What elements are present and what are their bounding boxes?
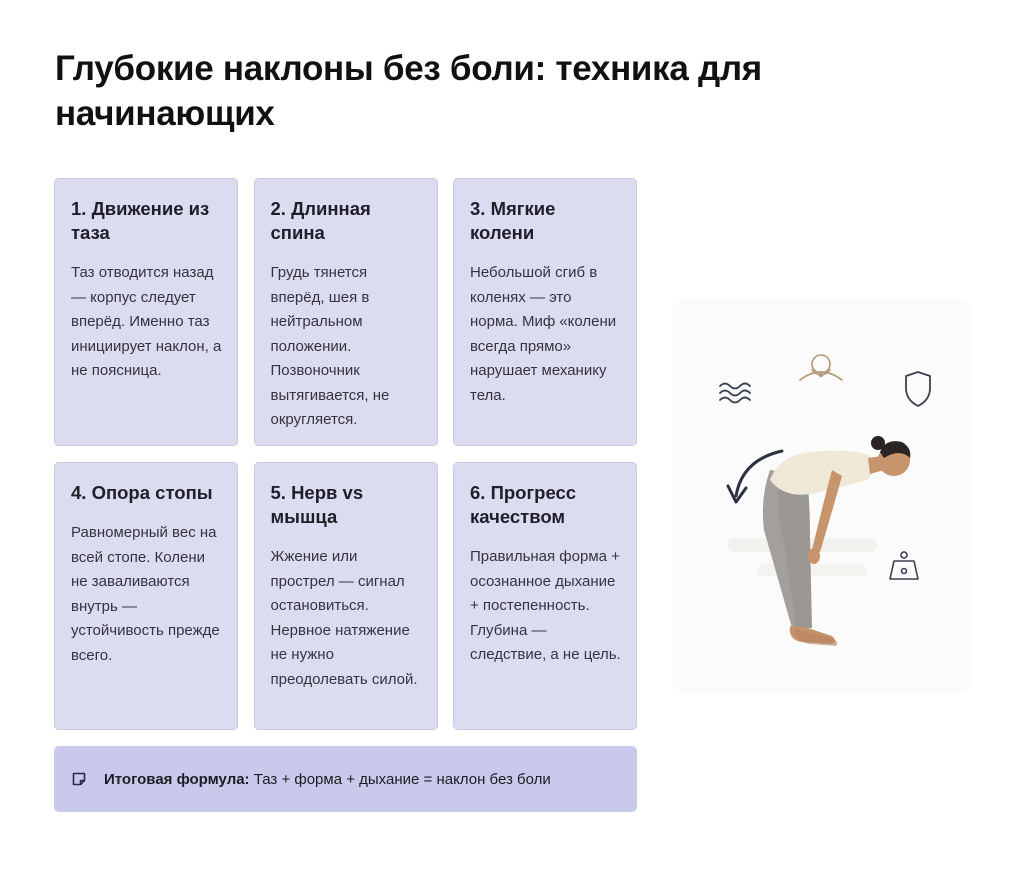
tip-card-title: 1. Движение из таза	[71, 198, 210, 243]
tip-card-title: 3. Мягкие колени	[470, 198, 556, 243]
tip-card-1	[54, 178, 238, 446]
summary-formula	[54, 746, 637, 812]
tip-card-6	[453, 462, 637, 730]
formula-label: Итоговая формула:	[104, 770, 250, 788]
tip-card-4	[54, 462, 238, 730]
tip-card-text: Жжение или прострел — сигнал остановиться. Нервное натяжение не нужно преодолевать силой.	[270, 548, 418, 688]
tip-card-text: Небольшой сгиб в коленях — это норма. Миф «колени всегда прямо» нарушает механику тела.	[470, 264, 617, 404]
tips-grid	[54, 178, 637, 730]
page-title: Глубокие наклоны без боли: техника для начинающих	[55, 49, 762, 133]
tip-card-title: 2. Длинная спина	[270, 198, 371, 243]
note-icon	[72, 772, 86, 786]
tip-card-5	[254, 462, 438, 730]
tip-card-text: Грудь тянется вперёд, шея в нейтральном положении. Позвоночник вытягивается, не округляется.	[270, 264, 390, 428]
tip-card-text: Правильная форма + осознанное дыхание + постепенность. Глубина — следствие, а не цель.	[470, 548, 621, 663]
tip-card-text: Равномерный вес на всей стопе. Колени не заваливаются внутрь — устойчивость прежде всего.	[71, 524, 220, 664]
tip-card-text: Таз отводится назад — корпус следует вперёд. Именно таз инициирует наклон, а не поясница.	[71, 264, 222, 379]
tip-card-3	[453, 178, 637, 446]
tip-card-title: 6. Прогресс качеством	[470, 482, 577, 527]
tip-card-2	[254, 178, 438, 446]
forward-bend-illustration	[672, 298, 972, 694]
formula-text	[104, 771, 551, 788]
tip-card-title: 5. Нерв vs мышца	[270, 482, 364, 527]
formula-value: Таз + форма + дыхание = наклон без боли	[249, 770, 551, 788]
tip-card-title: 4. Опора стопы	[71, 482, 213, 503]
